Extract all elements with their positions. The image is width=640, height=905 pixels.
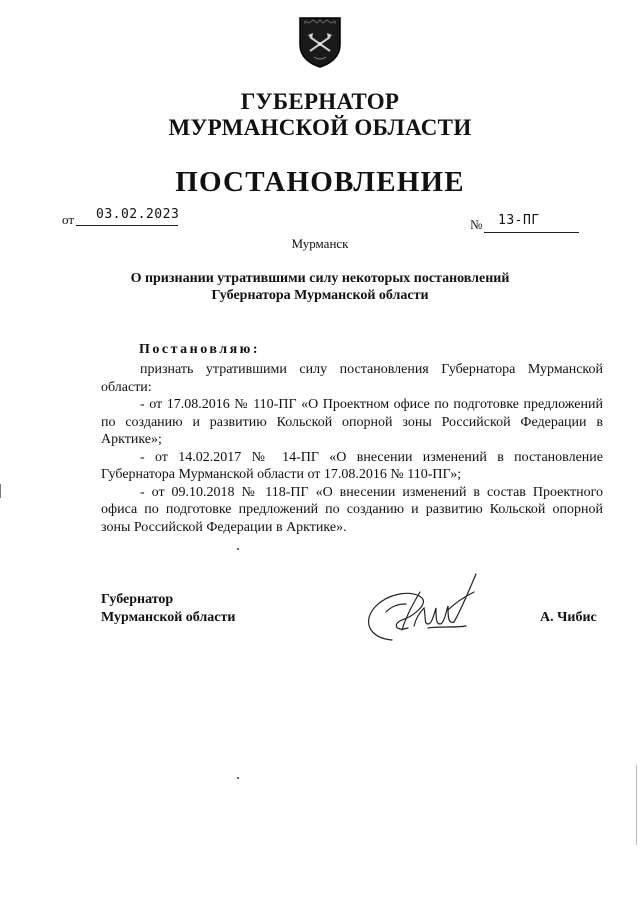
- number-underline: [484, 232, 579, 233]
- subject-heading-line1: О признании утратившими силу некоторых постановлений: [130, 271, 510, 286]
- issuer-title-line2: МУРМАНСКОЙ ОБЛАСТИ: [168, 115, 472, 140]
- document-type-title: ПОСТАНОВЛЕНИЕ: [175, 166, 465, 198]
- document-date: 03.02.2023: [96, 207, 180, 222]
- number-prefix: №: [470, 217, 483, 232]
- signer-position-line1: Губернатор: [101, 592, 174, 607]
- scan-speck: [237, 548, 239, 550]
- document-body: [101, 361, 603, 536]
- body-item-1: - от 17.08.2016 № 110-ПГ «О Проектном офисе по подготовке предложений по созданию и развитию Кольской опорной зоны Российской Федерации в Арктике»;: [101, 397, 603, 447]
- body-item-2: - от 14.02.2017 № 14-ПГ «О внесении изменений в постановление Губернатора Мурманской области от 17.08.2016 № 110-ПГ»;: [101, 449, 603, 482]
- murmansk-coat-of-arms-icon: [297, 15, 343, 69]
- subject-heading-line2: Губернатора Мурманской области: [211, 288, 429, 303]
- date-prefix: от: [62, 212, 75, 227]
- issuer-title-line1: ГУБЕРНАТОР: [240, 89, 400, 114]
- handwritten-signature-icon: [362, 568, 492, 658]
- body-item-3: - от 09.10.2018 № 118-ПГ «О внесении изменений в состав Проектного офиса по подготовке предложений по созданию и развитию Кольской опорной зоны Российской Федерации в Арктике».: [101, 484, 603, 535]
- scan-edge-mark: [636, 765, 637, 845]
- city-label: Мурманск: [291, 236, 349, 251]
- signer-name: А. Чибис: [540, 610, 597, 625]
- scan-margin-mark: [0, 484, 1, 498]
- signer-position-line2: Мурманской области: [101, 610, 236, 625]
- body-intro: признать утратившими силу постановления Губернатора Мурманской области:: [101, 362, 603, 395]
- decree-word: Постановляю:: [139, 342, 261, 357]
- document-number: 13-ПГ: [498, 213, 540, 228]
- date-underline: [76, 225, 178, 226]
- scan-speck: [237, 777, 239, 779]
